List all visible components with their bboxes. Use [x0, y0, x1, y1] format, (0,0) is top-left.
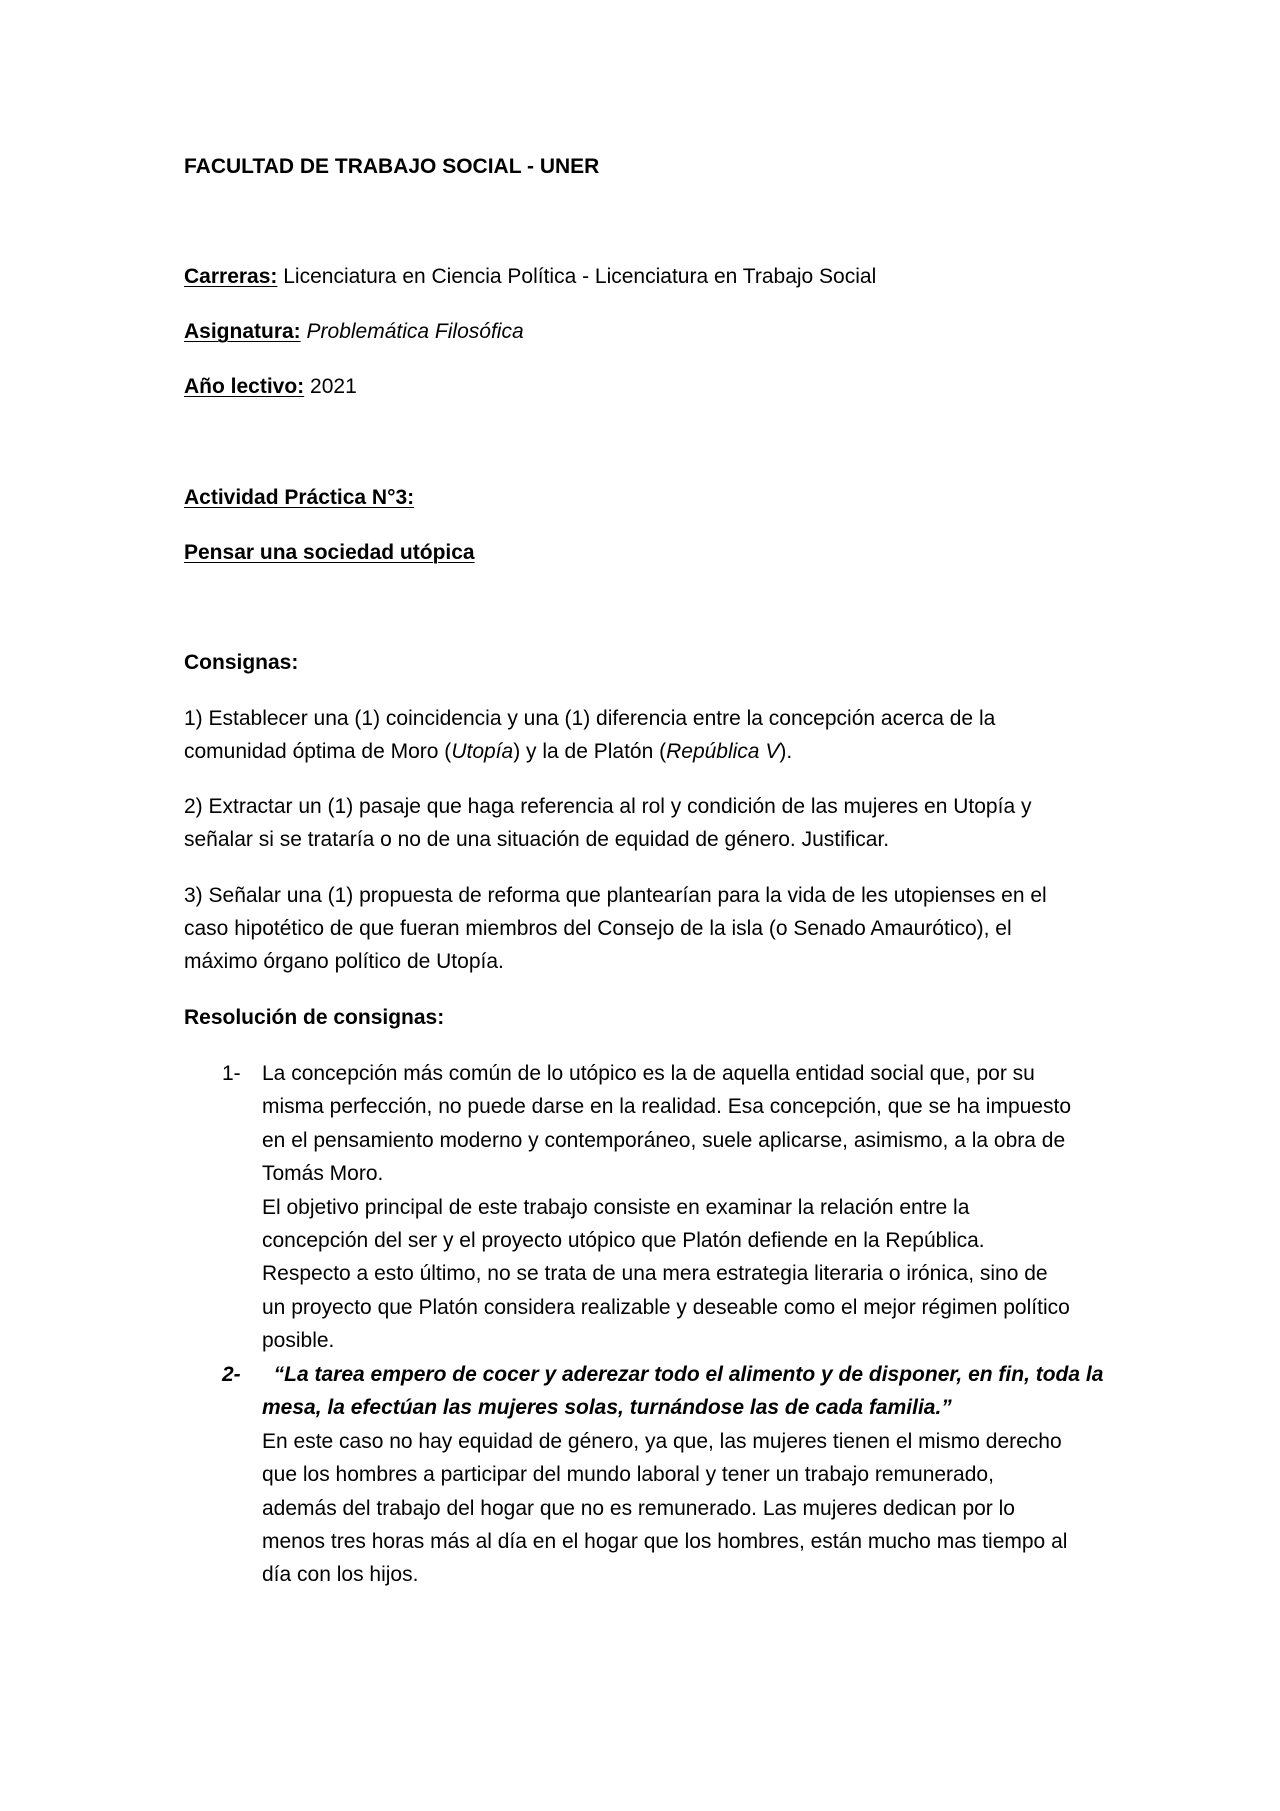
item-2-body	[262, 1358, 1122, 1592]
item-1-line: El objetivo principal de este trabajo consiste en examinar la relación entre la	[262, 1195, 970, 1219]
item-1-line: Tomás Moro.	[262, 1162, 384, 1186]
item-1-line: posible.	[262, 1329, 335, 1353]
item-1-body	[262, 1057, 1122, 1358]
careers-value: Licenciatura en Ciencia Política - Licenciatura en Trabajo Social	[283, 265, 877, 288]
text-segment: comunidad óptima de Moro (	[184, 740, 452, 763]
item-2-line: que los hombres a participar del mundo laboral y tener un trabajo remunerado,	[262, 1463, 994, 1487]
item-1-line: misma perfección, no puede darse en la realidad. Esa concepción, que se ha impuesto	[262, 1095, 1071, 1119]
consigna-3-line-3: máximo órgano político de Utopía.	[184, 950, 504, 973]
careers-line	[184, 265, 876, 289]
item-1-number: 1-	[222, 1062, 241, 1085]
consigna-1-line-2	[184, 735, 1104, 768]
item-1-line: en el pensamiento moderno y contemporáneo, suele aplicarse, asimismo, a la obra de	[262, 1128, 1066, 1152]
text-segment: ).	[779, 740, 793, 763]
careers-label: Carreras:	[184, 265, 278, 288]
faculty-heading: FACULTAD DE TRABAJO SOCIAL - UNER	[184, 155, 600, 178]
consigna-1	[184, 702, 1104, 768]
activity-subtitle: Pensar una sociedad utópica	[184, 541, 475, 564]
year-value: 2021	[310, 375, 357, 398]
item-1-line: Respecto a esto último, no se trata de una mera estrategia literaria o irónica, sino de	[262, 1262, 1048, 1286]
item-2-line: además del trabajo del hogar que no es remunerado. Las mujeres dedican por lo	[262, 1496, 1015, 1520]
subject-value: Problemática Filosófica	[306, 320, 524, 343]
republica-title: República V	[666, 740, 780, 763]
item-2-number: 2-	[222, 1363, 241, 1386]
consigna-3-line-2: caso hipotético de que fueran miembros del Consejo de la isla (o Senado Amaurótico), el	[184, 917, 1012, 940]
consigna-2-line-1: 2) Extractar un (1) pasaje que haga referencia al rol y condición de las mujeres en Utopía y	[184, 795, 1032, 818]
text-segment: ) y la de Platón (	[513, 740, 667, 763]
item-1-line: La concepción más común de lo utópico es la de aquella entidad social que, por su	[262, 1062, 1035, 1085]
item-2-quote-line-2: mesa, la efectúan las mujeres solas, turnándose las de cada familia.”	[262, 1396, 952, 1420]
item-2-line: día con los hijos.	[262, 1563, 419, 1587]
consigna-3	[184, 879, 1104, 978]
item-1-line: un proyecto que Platón considera realizable y deseable como el mejor régimen político	[262, 1295, 1070, 1319]
activity-title: Actividad Práctica N°3:	[184, 486, 415, 509]
item-1-line: concepción del ser y el proyecto utópico que Platón defiende en la República.	[262, 1229, 985, 1253]
consigna-3-line-1: 3) Señalar una (1) propuesta de reforma que plantearían para la vida de les utopienses en el	[184, 884, 1047, 907]
utopia-title: Utopía	[451, 740, 514, 763]
item-2-line: menos tres horas más al día en el hogar que los hombres, están mucho mas tiempo al	[262, 1530, 1068, 1554]
consignas-heading: Consignas:	[184, 651, 299, 674]
item-2-quote-line-1: “La tarea empero de cocer y aderezar todo el alimento y de disponer, en fin, toda la	[262, 1363, 1104, 1386]
subject-line	[184, 320, 524, 344]
subject-label: Asignatura:	[184, 320, 301, 343]
resolucion-heading: Resolución de consignas:	[184, 1006, 445, 1029]
consigna-2-line-2: señalar si se trataría o no de una situación de equidad de género. Justificar.	[184, 828, 890, 851]
year-line	[184, 375, 357, 399]
consigna-2	[184, 790, 1104, 856]
consigna-1-line-1: 1) Establecer una (1) coincidencia y una (1) diferencia entre la concepción acerca de la	[184, 707, 996, 730]
item-2-line: En este caso no hay equidad de género, ya que, las mujeres tienen el mismo derecho	[262, 1429, 1062, 1453]
year-label: Año lectivo:	[184, 375, 305, 398]
